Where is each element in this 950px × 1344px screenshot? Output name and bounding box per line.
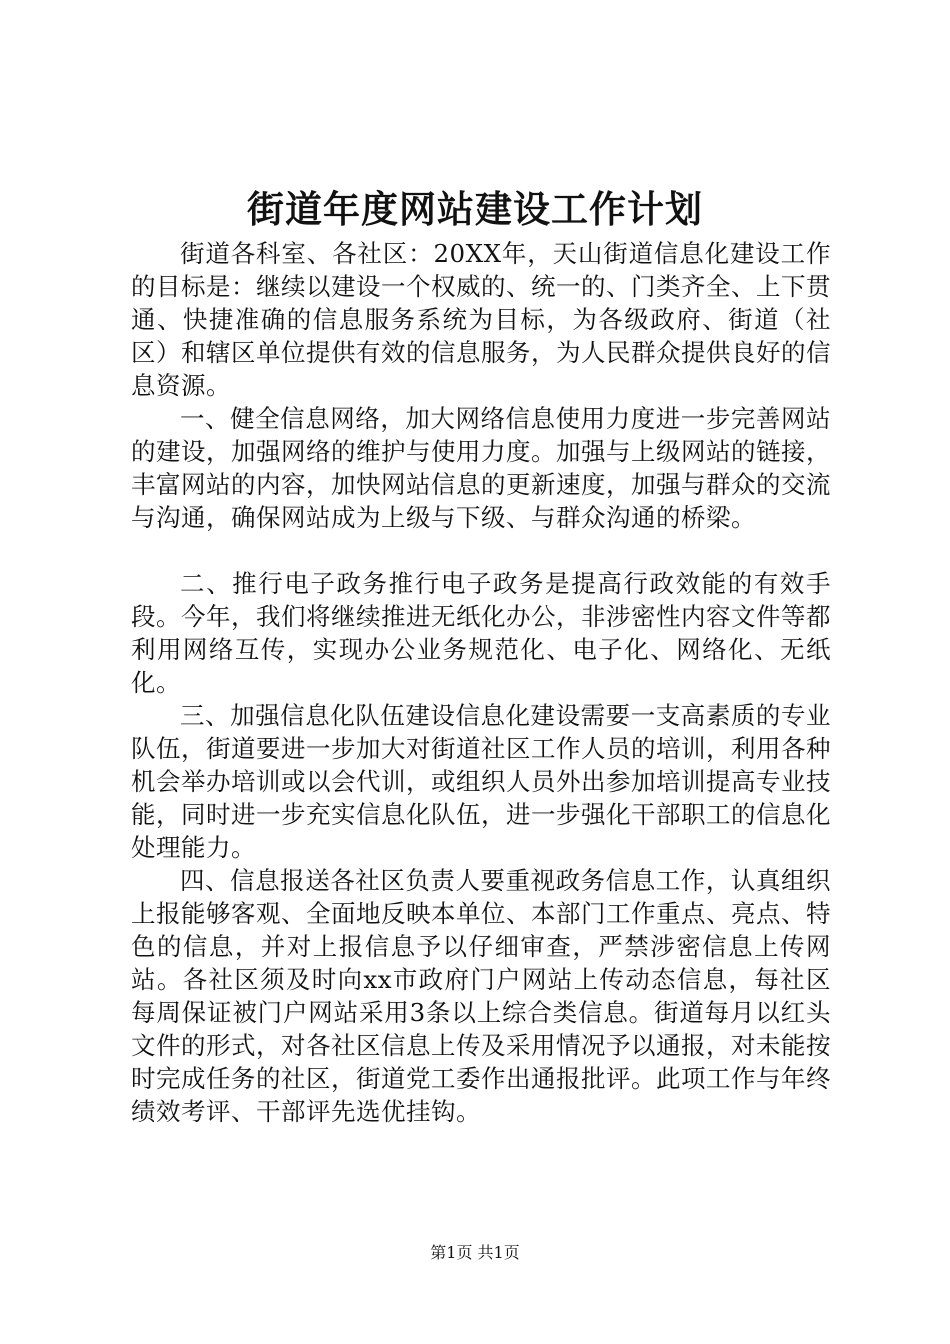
- document-title: 街道年度网站建设工作计划: [247, 187, 703, 231]
- paragraph-section-2: 二、推行电子政务推行电子政务是提高行政效能的有效手段。今年，我们将继续推进无纸化办公，非涉密性内容文件等都利用网络互传，实现办公业务规范化、电子化、网络化、无纸化。: [131, 569, 831, 697]
- document-body: [131, 237, 831, 1128]
- paragraph-section-3: 三、加强信息化队伍建设信息化建设需要一支高素质的专业队伍，街道要进一步加大对街道社区工作人员的培训，利用各种机会举办培训或以会代训，或组织人员外出参加培训提高专业技能，同时进一步充实信息化队伍，进一步强化干部职工的信息化处理能力。: [131, 701, 831, 862]
- paragraph-intro: 街道各科室、各社区：20XX年，天山街道信息化建设工作的目标是：继续以建设一个权威的、统一的、门类齐全、上下贯通、快捷准确的信息服务系统为目标，为各级政府、街道（社区）和辖区单位提供有效的信息服务，为人民群众提供良好的信息资源。: [131, 239, 831, 400]
- paragraph-section-1: 一、健全信息网络，加大网络信息使用力度进一步完善网站的建设，加强网络的维护与使用力度。加强与上级网站的链接，丰富网站的内容，加快网站信息的更新速度，加强与群众的交流与沟通，确保网站成为上级与下级、与群众沟通的桥梁。: [131, 404, 831, 532]
- paragraph-section-4: 四、信息报送各社区负责人要重视政务信息工作，认真组织上报能够客观、全面地反映本单位、本部门工作重点、亮点、特色的信息，并对上报信息予以仔细审查，严禁涉密信息上传网站。各社区须及时向xx市政府门户网站上传动态信息，每社区每周保证被门户网站采用3条以上综合类信息。街道每月以红头文件的形式，对各社区信息上传及采用情况予以通报，对未能按时完成任务的社区，街道党工委作出通报批评。此项工作与年终绩效考评、干部评先选优挂钩。: [131, 866, 831, 1126]
- page-footer: 第1页 共1页: [430, 1243, 520, 1262]
